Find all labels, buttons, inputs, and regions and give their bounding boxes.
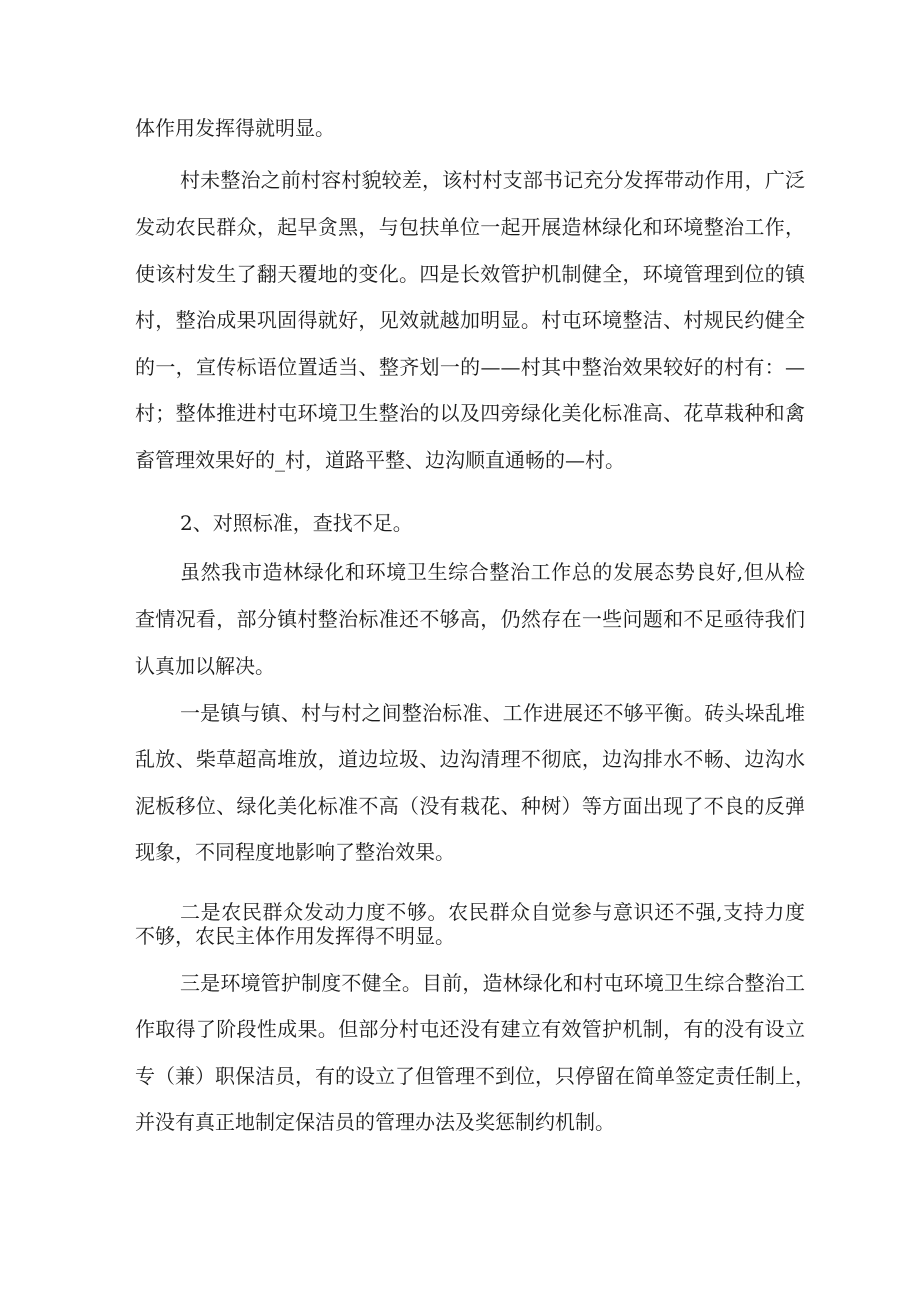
text-line: 并没有真正地制定保洁员的管理办法及奖惩制约机制。 (135, 1110, 615, 1134)
text-line: 2、对照标准，查找不足。 (180, 511, 413, 535)
text-line: 畜管理效果好的_村，道路平整、边沟顺直通畅的—村。 (135, 448, 625, 472)
text-line: 一是镇与镇、村与村之间整治标准、工作进展还不够平衡。砖头垛乱堆 (180, 701, 805, 725)
text-line: 村；整体推进村屯环境卫生整治的以及四旁绿化美化标准高、花草栽种和禽 (135, 401, 805, 425)
text-line: 村未整治之前村容村貌较差，该村村支部书记充分发挥带动作用，广泛 (180, 168, 805, 192)
text-line: 作取得了阶段性成果。但部分村屯还没有建立有效管护机制，有的没有设立 (135, 1017, 805, 1041)
text-line: 专（兼）职保洁员，有的设立了但管理不到位，只停留在简单签定责任制上， (135, 1064, 815, 1088)
text-line: 泥板移位、绿化美化标准不高（没有栽花、种树）等方面出现了不良的反弹 (135, 794, 805, 818)
text-line: 乱放、柴草超高堆放，道边垃圾、边沟清理不彻底，边沟排水不畅、边沟水 (135, 747, 805, 771)
text-line: 二是农民群众发动力度不够。农民群众自觉参与意识还不强,支持力度 (180, 900, 805, 924)
text-line: 的一，宣传标语位置适当、整齐划一的——村其中整治效果较好的村有：— (135, 355, 805, 379)
text-line: 发动农民群众，起早贪黑，与包扶单位一起开展造林绿化和环境整治工作， (135, 215, 805, 239)
text-line: 虽然我市造林绿化和环境卫生综合整治工作总的发展态势良好,但从检 (180, 560, 805, 584)
text-line: 使该村发生了翻天覆地的变化。四是长效管护机制健全，环境管理到位的镇 (135, 262, 805, 286)
text-line: 认真加以解决。 (135, 654, 275, 678)
text-line: 村，整治成果巩固得就好，见效就越加明显。村屯环境整洁、村规民约健全 (135, 308, 805, 332)
text-line: 查情况看，部分镇村整治标准还不够高，仍然存在一些问题和不足亟待我们 (135, 607, 805, 631)
text-line: 现象，不同程度地影响了整治效果。 (135, 840, 455, 864)
text-line: 不够，农民主体作用发挥得不明显。 (135, 924, 455, 948)
text-line: 三是环境管护制度不健全。目前，造林绿化和村屯环境卫生综合整治工 (180, 971, 805, 995)
text-line: 体作用发挥得就明显。 (135, 116, 335, 140)
